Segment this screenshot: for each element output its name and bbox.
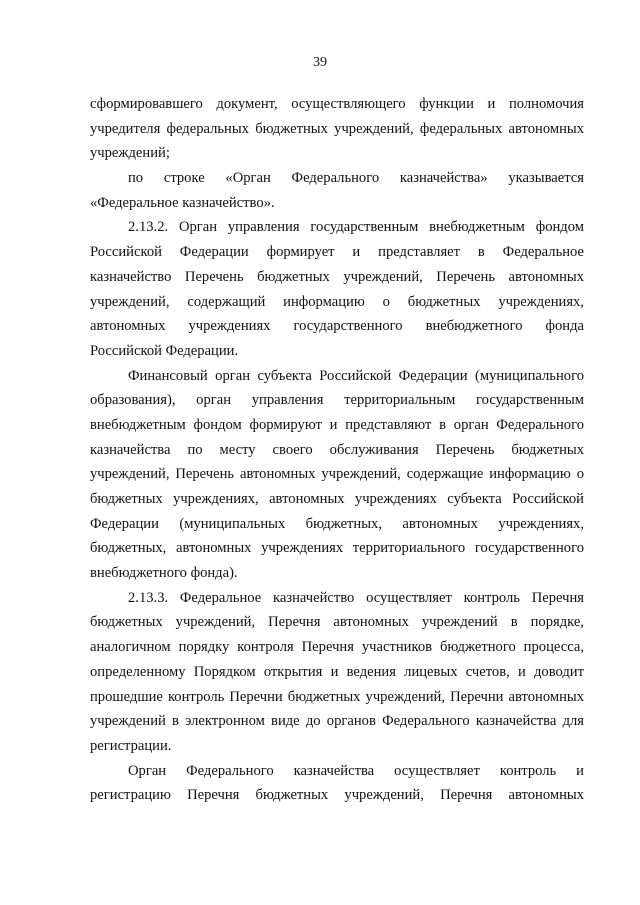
text-line: учредителя федеральных бюджетных учреждений, федеральных автономных: [90, 120, 584, 137]
text-line: «Федеральное казначейство».: [90, 194, 275, 211]
text-line: регистрацию Перечня бюджетных учреждений, Перечня автономных: [90, 787, 584, 804]
text-line: 2.13.3. Федеральное казначейство осуществляет контроль Перечня: [128, 589, 584, 606]
text-line: казначейства по месту своего обслуживания Перечень бюджетных: [90, 441, 584, 458]
text-line: сформировавшего документ, осуществляющего функции и полномочия: [90, 96, 584, 112]
text-line: учреждений, содержащий информацию о бюджетных учреждениях,: [90, 293, 584, 310]
text-line: регистрации.: [90, 737, 172, 754]
text-line: учреждений, Перечень автономных учреждений, содержащие информацию о: [90, 466, 584, 483]
text-line: бюджетных учреждениях, автономных учреждениях субъекта Российской: [90, 491, 584, 507]
text-line: бюджетных учреждений, Перечня автономных учреждений в порядке,: [90, 614, 584, 631]
text-line: автономных учреждениях государственного внебюджетного фонда: [90, 318, 584, 335]
page-number: 39: [313, 55, 327, 70]
text-line: по строке «Орган Федерального казначейства» указывается: [128, 170, 584, 187]
text-line: учреждений;: [90, 145, 170, 162]
text-line: Федерации (муниципальных бюджетных, автономных учреждениях,: [90, 515, 584, 532]
text-line: 2.13.2. Орган управления государственным внебюджетным фондом: [128, 219, 584, 236]
text-line: внебюджетного фонда).: [90, 565, 238, 582]
text-line: аналогичном порядку контроля Перечня участников бюджетного процесса,: [90, 639, 584, 656]
text-line: прошедшие контроль Перечни бюджетных учреждений, Перечни автономных: [90, 688, 584, 705]
text-line: Орган Федерального казначейства осуществляет контроль и: [128, 762, 584, 779]
text-line: Российской Федерации формирует и представляет в Федеральное: [90, 244, 584, 261]
text-line: бюджетных, автономных учреждениях территориального государственного: [90, 540, 584, 557]
text-line: учреждений в электронном виде до органов Федерального казначейства для: [90, 713, 584, 730]
document-body: [90, 92, 584, 808]
text-line: определенному Порядком открытия и ведения лицевых счетов, и доводит: [90, 663, 584, 680]
text-line: внебюджетным фондом формируют и представляют в орган Федерального: [90, 416, 584, 433]
text-line: Российской Федерации.: [90, 342, 239, 359]
text-line: образования), орган управления территориальным государственным: [90, 392, 584, 409]
text-line: Финансовый орган субъекта Российской Федерации (муниципального: [128, 367, 584, 384]
text-line: казначейство Перечень бюджетных учреждений, Перечень автономных: [90, 268, 584, 285]
